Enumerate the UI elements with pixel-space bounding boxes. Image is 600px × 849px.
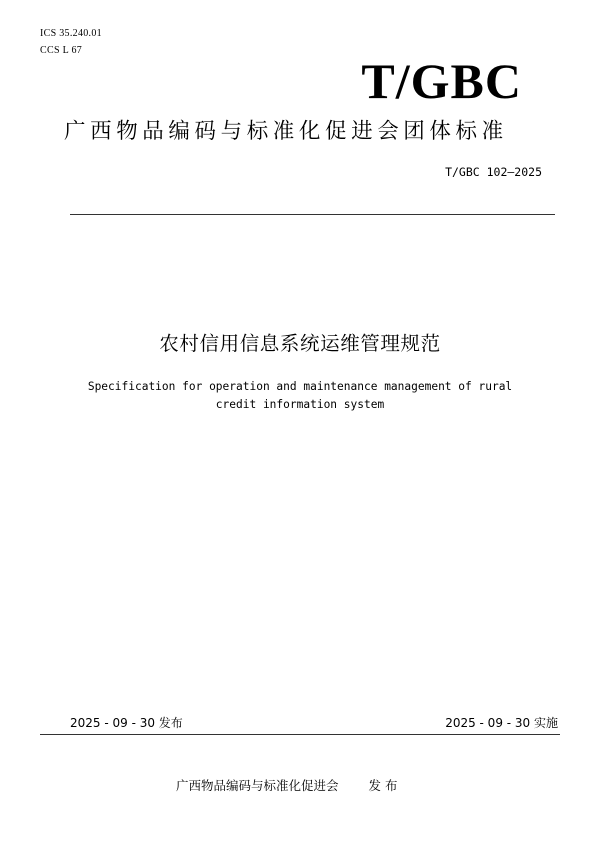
- top-divider: [70, 214, 555, 215]
- publisher-line: [176, 776, 398, 794]
- publish-date: 2025 - 09 - 30 发布: [70, 716, 183, 730]
- organization-title: 广西物品编码与标准化促进会团体标准: [64, 119, 508, 144]
- standard-logo: T/GBC: [361, 53, 522, 109]
- ics-code: ICS 35.240.01: [40, 28, 102, 39]
- document-title-en: Specification for operation and maintenance management of rural credit information system: [87, 380, 513, 411]
- bottom-divider: [40, 734, 560, 735]
- ccs-code: CCS L 67: [40, 45, 83, 56]
- publisher-action: 发 布: [368, 778, 398, 793]
- publisher-name: 广西物品编码与标准化促进会: [176, 778, 339, 793]
- document-title-cn: 农村信用信息系统运维管理规范: [159, 332, 441, 355]
- implement-date: 2025 - 09 - 30 实施: [445, 716, 558, 730]
- standard-number: T/GBC 102—2025: [445, 165, 542, 179]
